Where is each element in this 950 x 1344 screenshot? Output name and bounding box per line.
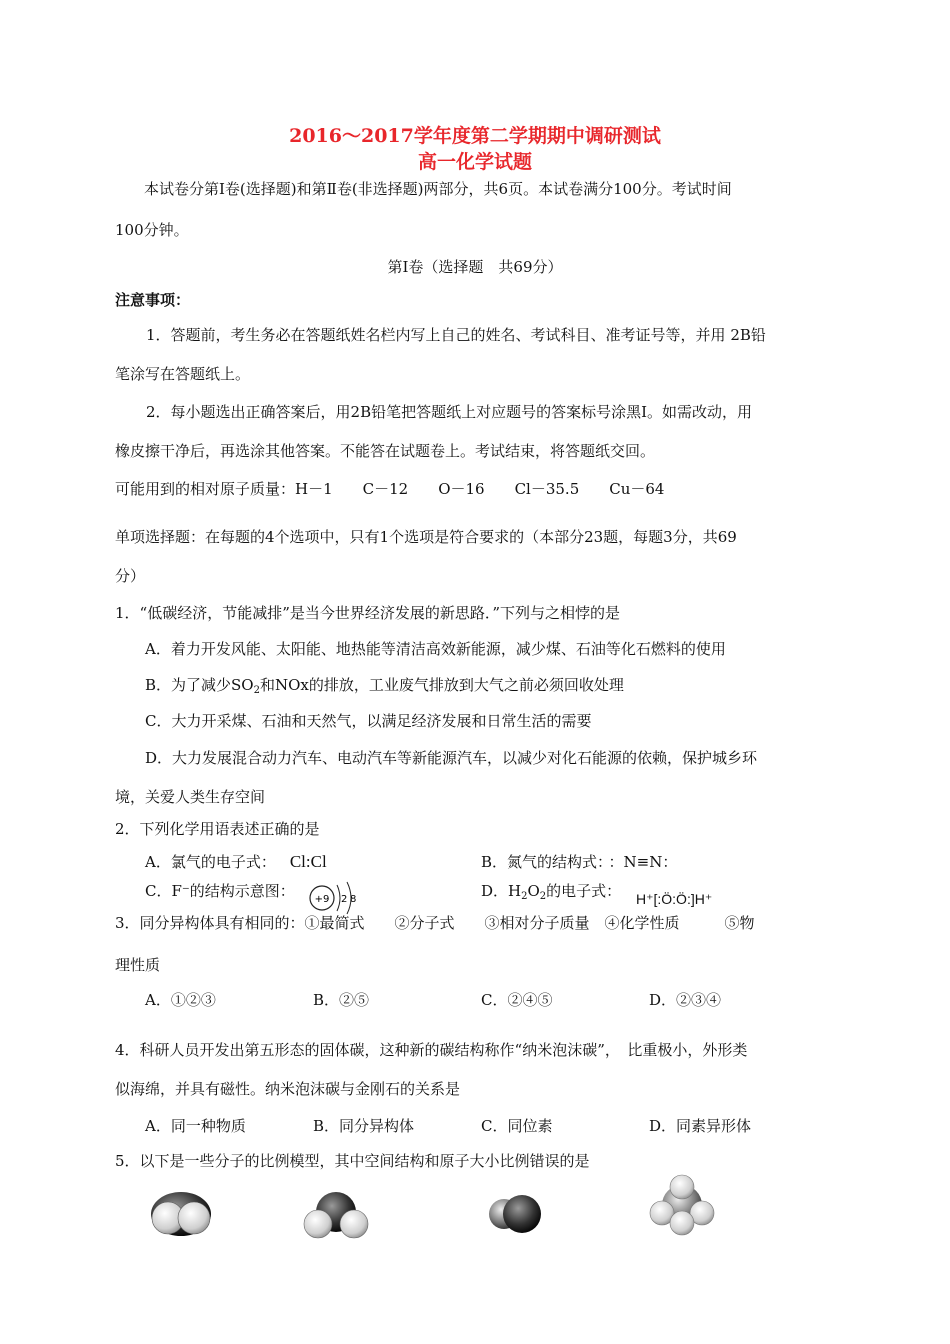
part1-heading: 第Ⅰ卷（选择题 共69分）	[387, 258, 563, 276]
q2-option-b: B．氮气的结构式： ：N≡N：	[481, 853, 678, 871]
q1-option-c: C．大力开采煤、石油和天然气，以满足经济发展和日常生活的需要	[145, 712, 592, 730]
q2-stem: 2．下列化学用语表述正确的是	[115, 820, 320, 838]
q2-option-a: A．氯气的电子式： Cl:Cl	[145, 852, 327, 871]
note-1-line-2: 笔涂写在答题纸上。	[115, 365, 251, 383]
q1-option-b: B．为了减少$SO_2$和NOx的排放，工业废气排放到大气之前必须回收处理	[145, 676, 624, 696]
q4-option-a: A．同一种物质	[145, 1117, 246, 1135]
q3-stem-line-1: 3．同分异构体具有相同的：①最简式 ②分子式 ③相对分子质量 ④化学性质 ⑤物	[115, 914, 755, 932]
svg-text:2: 2	[341, 894, 348, 905]
nitrogen-structural-formula: ：N≡N：	[608, 853, 678, 871]
q1-stem: 1．“低碳经济，节能减排”是当今世界经济发展的新思路．”下列与之相悖的是	[115, 604, 621, 622]
note-2-line-1: 2．每小题选出正确答案后，用2B铅笔把答题纸上对应题号的答案标号涂黑Ⅰ。如需改动，用	[146, 403, 753, 421]
q3-option-d: D．②③④	[649, 991, 722, 1009]
intro-line-1: 本试卷分第Ⅰ卷(选择题)和第Ⅱ卷(非选择题)两部分，共6页。本试卷满分100分。考试时间	[144, 180, 732, 198]
atomic-masses: 可能用到的相对原子质量：H－1 C－12 O－16 Cl－35.5 Cu－64	[115, 480, 665, 498]
q1-option-a: A．着力开发风能、太阳能、地热能等清洁高效新能源，减少煤、石油等化石燃料的使用	[145, 640, 726, 658]
q4-stem-line-1: 4．科研人员开发出第五形态的固体碳，这种新的碳结构称作“纳米泡沫碳”， 比重极小，外形类	[115, 1041, 748, 1059]
note-2-line-2: 橡皮擦干净后，再选涂其他答案。不能答在试题卷上。考试结束，将答题纸交回。	[115, 442, 656, 460]
space-filling-model-1	[146, 1190, 216, 1240]
q4-option-b: B．同分异构体	[313, 1117, 415, 1135]
q3-option-b: B．②⑤	[313, 991, 370, 1009]
q3-stem-line-2: 理性质	[115, 956, 161, 974]
q3-option-c: C．②④⑤	[481, 991, 553, 1009]
svg-text:8: 8	[350, 894, 357, 905]
q4-stem-line-2: 似海绵，并具有磁性。纳米泡沫碳与金刚石的关系是	[115, 1080, 461, 1098]
section-line-2: 分）	[115, 567, 146, 585]
q4-option-d: D．同素异形体	[649, 1117, 752, 1135]
chlorine-electron-formula: Cl:Cl	[289, 852, 327, 871]
q2-option-d-label: D．$H_2O_2$的电子式：	[481, 882, 622, 902]
q4-option-c: C．同位素	[481, 1117, 553, 1135]
q3-option-a: A．①②③	[145, 991, 216, 1009]
space-filling-model-4	[646, 1173, 718, 1239]
space-filling-model-2	[300, 1188, 372, 1244]
svg-text:+9: +9	[314, 894, 330, 905]
intro-line-2: 100分钟。	[115, 221, 189, 239]
q1-option-d-line-1: D．大力发展混合动力汽车、电动汽车等新能源汽车，以减少对化石能源的依赖，保护城乡环	[145, 749, 758, 767]
q1-option-d-line-2: 境，关爱人类生存空间	[115, 788, 266, 806]
q2-option-c-label: C．F⁻的结构示意图：	[145, 882, 295, 900]
space-filling-model-3	[484, 1192, 546, 1238]
hydrogen-peroxide-electron-formula: H⁺[:Ö:Ö:]H⁺	[636, 891, 713, 907]
note-1-line-1: 1．答题前，考生务必在答题纸姓名栏内写上自己的姓名、考试科目、准考证号等，并用 2B铅	[146, 326, 766, 344]
page-title: 2016～2017学年度第二学期期中调研测试	[289, 125, 661, 147]
section-line-1: 单项选择题：在每题的4个选项中，只有1个选项是符合要求的（本部分23题，每题3分，共69	[115, 528, 737, 546]
fluoride-ion-structure-diagram	[306, 876, 362, 916]
page-subtitle: 高一化学试题	[417, 151, 532, 173]
q5-stem: 5．以下是一些分子的比例模型，其中空间结构和原子大小比例错误的是	[115, 1152, 590, 1170]
notes-heading: 注意事项：	[115, 291, 191, 309]
